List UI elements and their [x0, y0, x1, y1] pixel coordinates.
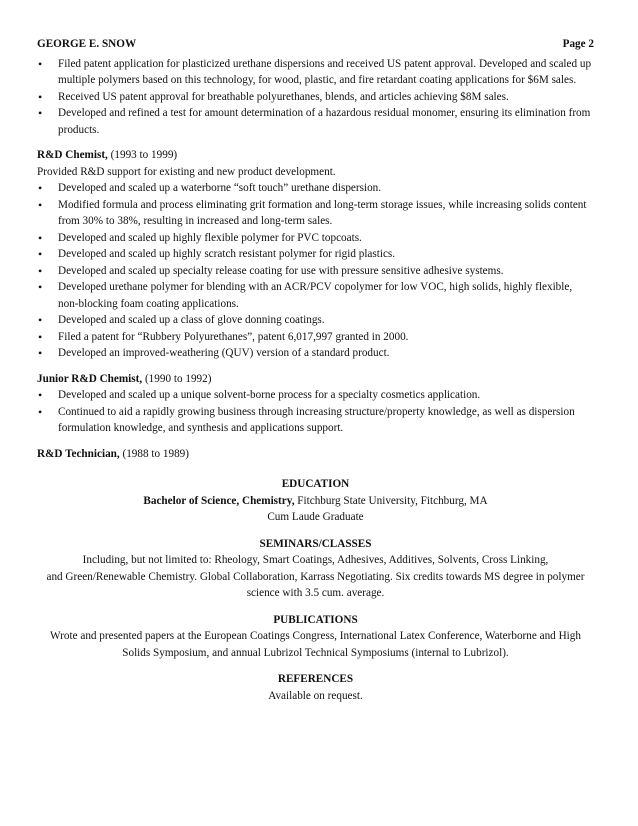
bullet-item: • Developed and scaled up highly scratch resistant polymer for rigid plastics. [37, 246, 594, 263]
job-rd-chemist [37, 147, 594, 362]
job-dates: (1988 to 1989) [122, 447, 189, 460]
section-heading: PUBLICATIONS [273, 613, 358, 626]
job-rd-technician [37, 446, 594, 463]
page-number: Page 2 [562, 38, 594, 50]
section-heading: SEMINARS/CLASSES [259, 537, 372, 550]
bullet-item: • Developed and scaled up specialty release coating for use with pressure sensitive adhesive systems. [37, 263, 594, 280]
bullet-item: • Developed and scaled up a waterborne “soft touch” urethane dispersion. [37, 180, 594, 197]
bullet-item: • Developed an improved-weathering (QUV) version of a standard product. [37, 345, 594, 362]
page-header [37, 36, 594, 53]
bullet-item: • Received US patent approval for breathable polyurethanes, blends, and articles achieving $8M sales. [37, 89, 594, 106]
job-heading [37, 371, 594, 388]
intro-bullet-list [37, 56, 594, 139]
degree: Bachelor of Science, Chemistry, [143, 494, 295, 507]
bullet-item: • Developed urethane polymer for blending with an ACR/PCV copolymer for low VOC, high solids, highly flexible, non-blocking foam coating applications. [37, 279, 594, 312]
school: Fitchburg State University, Fitchburg, MA [297, 494, 488, 507]
job-title: R&D Chemist, [37, 149, 108, 161]
references-section [37, 671, 594, 704]
bullet-item: • Developed and scaled up a class of glove donning coatings. [37, 312, 594, 329]
publications-section [37, 612, 594, 662]
bullet-item: • Continued to aid a rapidly growing business through increasing structure/property knowledge, as well as dispersion formulation knowledge, and synthesis and applications support. [37, 404, 594, 437]
job-dates: (1993 to 1999) [110, 149, 178, 161]
candidate-name: GEORGE E. SNOW [37, 38, 137, 50]
page-content [37, 36, 594, 704]
bullet-item: • Developed and refined a test for amount determination of a hazardous residual monomer, ensuring its elimination from products. [37, 105, 594, 138]
publications-text: Wrote and presented papers at the European Coatings Congress, International Latex Conference, Waterborne and High Solids Symposium, and annual Lubrizol Technical Symposiums (internal to Lubrizol). [50, 630, 581, 659]
bullet-item: • Developed and scaled up highly flexible polymer for PVC topcoats. [37, 230, 594, 247]
references-text: Available on request. [268, 689, 363, 702]
job-title: Junior R&D Chemist, [37, 372, 143, 385]
honors: Cum Laude Graduate [267, 511, 364, 523]
section-heading: EDUCATION [281, 478, 350, 490]
education-section [37, 476, 594, 526]
seminars-line-1: Including, but not limited to: Rheology, Smart Coatings, Adhesives, Additives, Solvents, Cross Linking, [82, 554, 549, 566]
job-heading [37, 147, 594, 164]
bullet-item: • Developed and scaled up a unique solvent-borne process for a specialty cosmetics application. [37, 387, 594, 404]
bullet-item: • Modified formula and process eliminating grit formation and long-term storage issues, while increasing solids content from 30% to 38%, resulting in increased and long-term sales. [37, 197, 594, 230]
seminars-line-2: and Green/Renewable Chemistry. Global Collaboration, Karrass Negotiating. Six credits towards MS degree in polymer science with 3.5 cum. average. [46, 570, 585, 599]
job-dates: (1990 to 1992) [144, 372, 212, 385]
seminars-section [37, 536, 594, 602]
job-bullet-list [37, 387, 594, 437]
section-heading: REFERENCES [277, 673, 354, 685]
bullet-item: • Filed patent application for plasticized urethane dispersions and received US patent approval. Developed and scaled up multiple polymers based on this technology, for wood, plastic, and fire retardant coating applications for $6M sales. [37, 56, 594, 89]
job-summary: Provided R&D support for existing and new product development. [37, 165, 336, 178]
job-title: R&D Technician, [37, 447, 120, 460]
job-heading [37, 446, 594, 463]
bullet-item: • Filed a patent for “Rubbery Polyurethanes”, patent 6,017,997 granted in 2000. [37, 329, 594, 346]
degree-line [37, 493, 594, 510]
job-bullet-list [37, 180, 594, 362]
job-junior-rd-chemist [37, 371, 594, 437]
